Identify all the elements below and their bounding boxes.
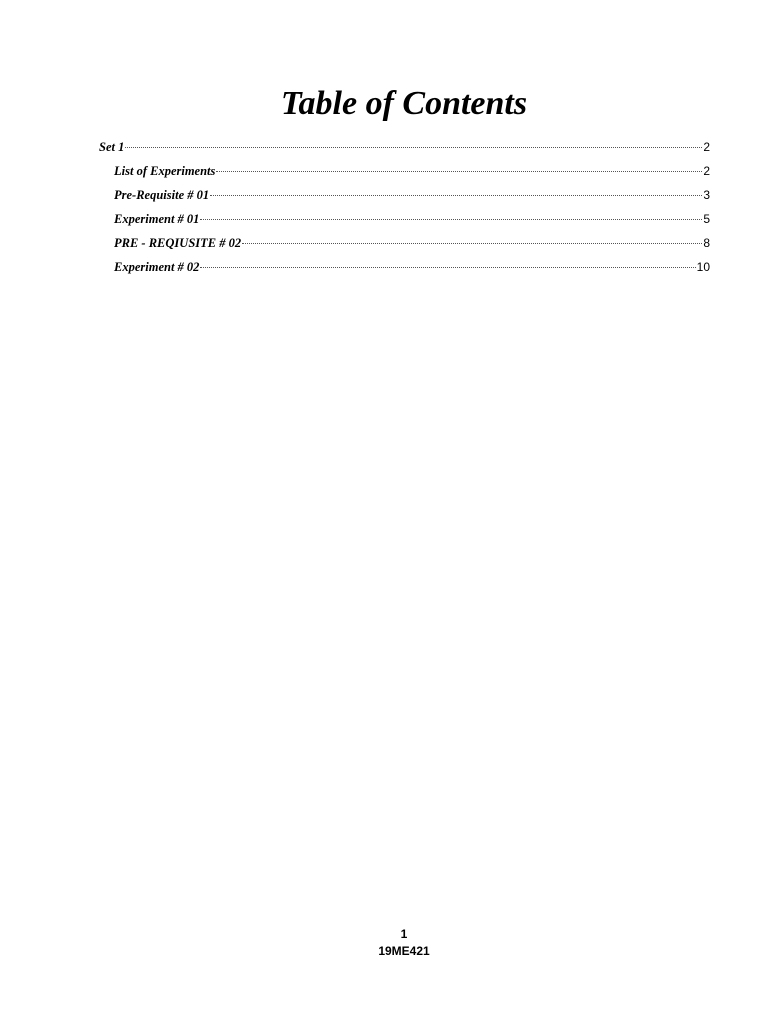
page-footer (0, 926, 768, 960)
toc-dot-leader (216, 171, 702, 172)
toc-title: Table of Contents (280, 85, 528, 122)
toc-entry-label: List of Experiments (114, 164, 216, 178)
toc-entry-experiment-02[interactable] (99, 258, 710, 282)
footer-page-number: 1 (400, 927, 408, 941)
toc-dot-leader (242, 243, 702, 244)
toc-entry-page: 8 (703, 236, 710, 250)
toc-dot-leader (210, 195, 702, 196)
toc-list (99, 138, 710, 282)
toc-dot-leader (200, 267, 695, 268)
toc-entry-page: 2 (703, 164, 710, 178)
toc-entry-label: Pre-Requisite # 01 (114, 188, 210, 202)
toc-entry-label: Experiment # 01 (114, 212, 200, 226)
toc-entry-label: Experiment # 02 (114, 260, 200, 274)
toc-entry-pre-requisite-01[interactable] (99, 186, 710, 210)
toc-dot-leader (200, 219, 702, 220)
toc-entry-label: PRE - REQIUSITE # 02 (114, 236, 242, 250)
toc-entry-pre-requisite-02[interactable] (99, 234, 710, 258)
toc-dot-leader (125, 147, 702, 148)
toc-entry-page: 10 (696, 260, 710, 274)
toc-entry-page: 3 (703, 188, 710, 202)
toc-entry-page: 2 (703, 140, 710, 154)
toc-entry-list-of-experiments[interactable] (99, 162, 710, 186)
toc-entry-experiment-01[interactable] (99, 210, 710, 234)
toc-entry-set-1[interactable] (99, 138, 710, 162)
footer-course-code: 19ME421 (378, 944, 430, 958)
toc-entry-label: Set 1 (99, 140, 125, 154)
toc-entry-page: 5 (703, 212, 710, 226)
